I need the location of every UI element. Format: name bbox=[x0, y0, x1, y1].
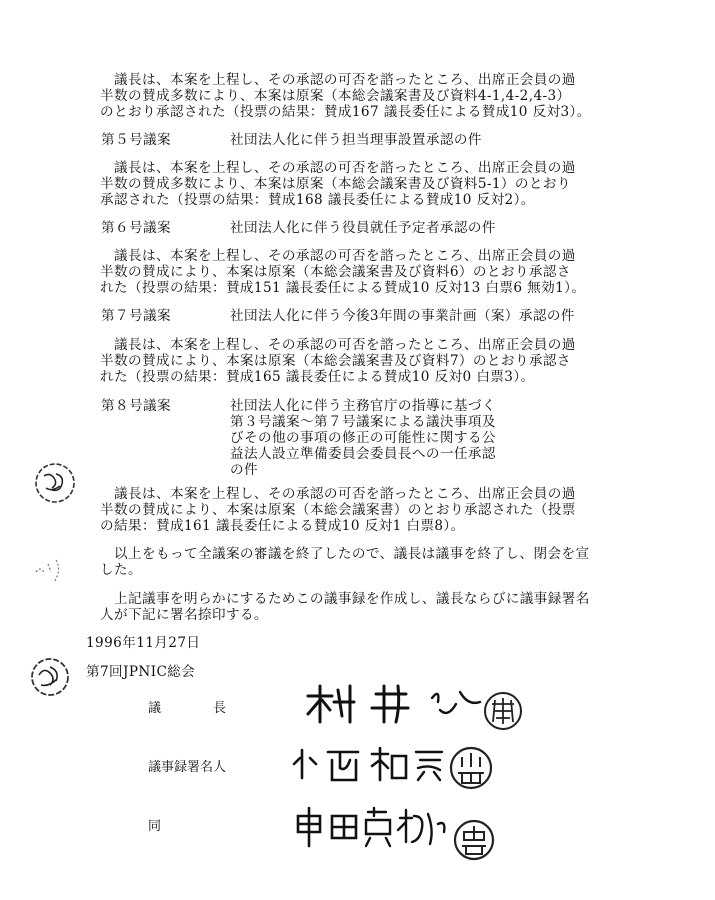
text-line: した。 bbox=[100, 562, 142, 578]
text-line: 議長は、本案を上程し、その承認の可否を諮ったところ、出席正会員の過 bbox=[100, 72, 576, 88]
meeting-name: 第7回JPNIC総会 bbox=[86, 664, 196, 680]
text-line: 議長は、本案を上程し、その承認の可否を諮ったところ、出席正会員の過 bbox=[100, 337, 576, 353]
signer-signature bbox=[292, 742, 462, 786]
text-line: 社団法人化に伴う主務官庁の指導に基づく bbox=[230, 398, 496, 414]
text-line: 承認された（投票の結果：賛成168 議長委任による賛成10 反対2）。 bbox=[100, 192, 535, 208]
chair-seal bbox=[482, 690, 524, 732]
text-line: れた（投票の結果：賛成151 議長委任による賛成10 反対13 白票6 無効1）。 bbox=[100, 280, 586, 296]
paragraph-item5-result bbox=[100, 160, 660, 208]
text-line: 人が下記に署名捺印する。 bbox=[100, 607, 268, 623]
text-line: の件 bbox=[230, 462, 258, 478]
signer-label: 議事録署名人 bbox=[148, 760, 227, 775]
margin-seal-stamp bbox=[32, 460, 78, 506]
text-line: の結果：賛成161 議長委任による賛成10 反対1 白票8）。 bbox=[100, 518, 465, 534]
agenda-title: 社団法人化に伴う役員就任予定者承認の件 bbox=[230, 220, 496, 236]
text-line: びその他の事項の修正の可能性に関する公 bbox=[230, 430, 496, 446]
paragraph-closing bbox=[100, 546, 660, 578]
second-signer-seal bbox=[452, 818, 496, 862]
document-date: 1996年11月27日 bbox=[86, 635, 201, 651]
agenda-item-6 bbox=[101, 220, 496, 236]
paragraph-item4-result bbox=[100, 72, 660, 120]
agenda-item-7 bbox=[101, 308, 575, 324]
text-line: 半数の賛成により、本案は原案（本総会議案書及び資料7）のとおり承認さ bbox=[100, 353, 571, 369]
paragraph-item8-result bbox=[100, 486, 660, 534]
paragraph-attestation bbox=[100, 591, 660, 623]
text-line: 議長は、本案を上程し、その承認の可否を諮ったところ、出席正会員の過 bbox=[100, 486, 576, 502]
agenda-title bbox=[230, 398, 496, 478]
agenda-label: 第７号議案 bbox=[101, 308, 171, 324]
text-line: のとおり承認された（投票の結果：賛成167 議長委任による賛成10 反対3）。 bbox=[100, 104, 591, 120]
text-line: 益法人設立準備委員会委員長への一任承認 bbox=[230, 446, 496, 462]
text-line: れた（投票の結果：賛成165 議長委任による賛成10 反対0 白票3）。 bbox=[100, 369, 535, 385]
text-line: 半数の賛成により、本案は原案（本総会議案書及び資料6）のとおり承認さ bbox=[100, 264, 571, 280]
chair-label: 議 長 bbox=[148, 701, 227, 716]
paragraph-item7-result bbox=[100, 337, 660, 385]
text-line: 第３号議案～第７号議案による議決事項及 bbox=[230, 414, 496, 430]
agenda-title: 社団法人化に伴う今後3年間の事業計画（案）承認の件 bbox=[230, 308, 575, 324]
same-label: 同 bbox=[148, 819, 162, 834]
agenda-item-5 bbox=[101, 132, 482, 148]
agenda-title: 社団法人化に伴う担当理事設置承認の件 bbox=[230, 132, 482, 148]
agenda-label: 第５号議案 bbox=[101, 132, 171, 148]
paragraph-item6-result bbox=[100, 248, 660, 296]
text-line: 議長は、本案を上程し、その承認の可否を諮ったところ、出席正会員の過 bbox=[100, 248, 576, 264]
text-line: 上記議事を明らかにするためこの議事録を作成し、議長ならびに議事録署名 bbox=[100, 591, 590, 607]
text-line: 議長は、本案を上程し、その承認の可否を諮ったところ、出席正会員の過 bbox=[100, 160, 576, 176]
margin-seal-faint bbox=[30, 550, 80, 590]
agenda-label: 第６号議案 bbox=[101, 220, 171, 236]
text-line: 半数の賛成多数により、本案は原案（本総会議案書及び資料5-1）のとおり bbox=[100, 176, 571, 192]
second-signer-signature bbox=[294, 804, 464, 850]
agenda-label: 第８号議案 bbox=[101, 398, 171, 414]
text-line: 半数の賛成多数により、本案は原案（本総会議案書及び資料4-1,4-2,4-3） bbox=[100, 88, 571, 104]
text-line: 半数の賛成により、本案は原案（本総会議案書）のとおり承認された（投票 bbox=[100, 502, 576, 518]
text-line: 以上をもって全議案の審議を終了したので、議長は議事を終了し、閉会を宣 bbox=[100, 546, 590, 562]
agenda-item-8 bbox=[101, 398, 496, 478]
chair-signature bbox=[300, 682, 490, 726]
margin-seal-stamp bbox=[28, 655, 72, 699]
signer-seal bbox=[448, 745, 494, 791]
